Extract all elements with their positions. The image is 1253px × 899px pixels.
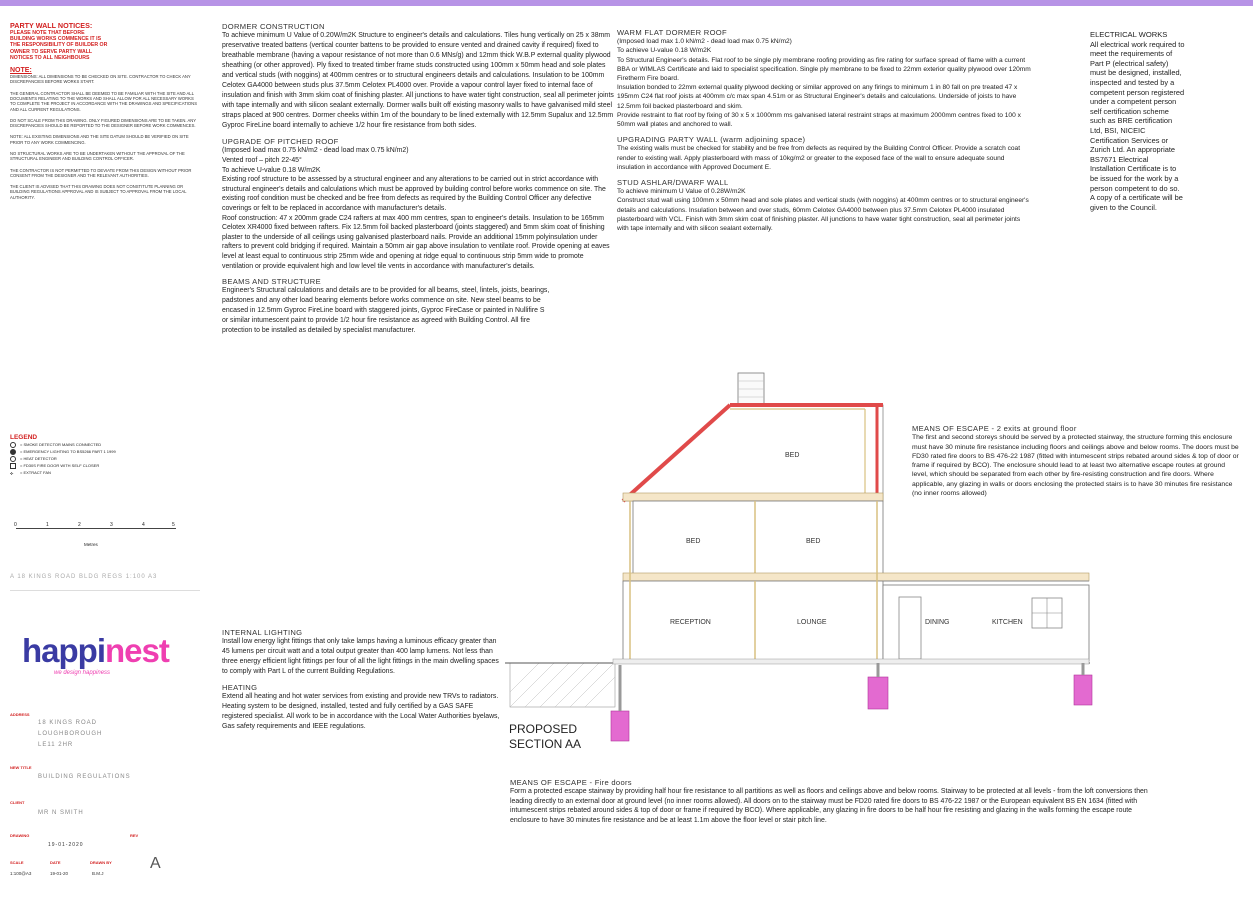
client-value: MR N SMITH: [38, 810, 84, 816]
section-drawing: [505, 365, 1095, 755]
note-7: THE CLIENT IS ADVISED THAT THIS DRAWING DOES NOT CONSTITUTE PLANNING OR BUILDING REGULATIONS APPROVAL AND IS SUBJECT TO APPROVAL FROM THE LOCAL AUTHORITY.: [10, 184, 187, 200]
pitched-roof-body: Existing roof structure to be assessed by a structural engineer and any alterations to be carried out in strict accordance with structural engineer's details and calculations which must be approved by building control before works commence on site. The existing roof condition must be checked and be free from defects as required by the Building Control Officer any defective coverings or felt to be replaced in accordance with manufacturer's details.: [222, 176, 606, 212]
legend-item: = EMERGENCY LIGHTING TO BS5266 PART 1 1999: [10, 448, 116, 455]
party-wall-title: PARTY WALL NOTICES:: [10, 21, 93, 30]
scale-tick: 1: [46, 522, 49, 528]
escape-fire-block: [510, 778, 1150, 832]
scale-bar: [14, 522, 184, 547]
logo-tagline: we design happiness: [54, 670, 111, 676]
spec-column-2: [617, 28, 1032, 239]
legend-item: = FD30S FIRE DOOR WITH SELF CLOSER: [10, 462, 116, 469]
date-value: 19-01-20: [50, 871, 69, 876]
divider: [10, 590, 200, 591]
room-label-bed-right: BED: [806, 538, 821, 545]
note-5: NO STRUCTURAL WORKS ARE TO BE UNDERTAKEN WITHOUT THE APPROVAL OF THE STRUCTURAL ENGINEER AND BUILDING CONTROL OFFICER.: [10, 150, 185, 162]
address-line-3: LE11 2HR: [38, 742, 74, 748]
room-label-dining: DINING: [925, 619, 950, 626]
note-2: THE GENERAL CONTRACTOR SHALL BE DEEMED TO BE FAMILIAR WITH THE SITE AND ALL DOCUMENTS RELATING TO THE WORKS AND SHALL ALLOW FOR ALL NECESSARY WORKS TO COMPLETE THE PROJECT IN ACCORDANCE WITH THE DRAWINGS AND SPECIFICATIONS AND ALL CURRENT REGULATIONS.: [10, 90, 197, 112]
escape-fire-body: Form a protected escape stairway by providing half hour fire resistance to all partitions as well as floors and ceilings above and below rooms. Stairway to be protected at all levels - from the loft conversions then leading directly to an external door at ground level (no inner rooms allowed). All doors on to the stairway must be FD20 rated fire doors to BS 476-22 1987 or the European equivalent BS EN 1634 (fitted with intumescent strips rebated around sides & top of door or frame if required by BCO). Where applicable, any glazing in fire doors to be half hour fire resisting and glazing in the walls forming the escape route enclosure to have 30 minutes fire resistance and be at least 1.1m above the floor level or stair pitch line.: [510, 788, 1148, 824]
emergency-light-icon: [10, 449, 16, 455]
electrical-works: [1090, 30, 1185, 212]
scale-line: [16, 528, 176, 529]
room-label-lounge: LOUNGE: [797, 619, 827, 626]
dormer-heading: DORMER CONSTRUCTION: [222, 22, 325, 31]
first-floor-rooms: [633, 501, 883, 577]
smoke-detector-icon: [10, 442, 16, 448]
warm-roof-line: (Imposed load max 1.0 kN/m2 - dead load max 0.75 kN/m2): [617, 38, 792, 46]
ground-floor-rooms: [623, 581, 883, 663]
roof-space: [623, 405, 883, 501]
lighting-heading: INTERNAL LIGHTING: [222, 628, 303, 637]
second-floor: [623, 493, 883, 501]
legend-title: LEGEND: [10, 434, 38, 441]
warm-roof-heading: WARM FLAT DORMER ROOF: [617, 28, 727, 37]
title-block-summary: A 18 KINGS ROAD BLDG REGS 1:100 A3: [10, 574, 158, 580]
warm-roof-line: To achieve U-value 0.18 W/m2K: [617, 47, 712, 55]
scale-tick: 0: [14, 522, 17, 528]
date-label: DATE: [50, 860, 61, 865]
legend-item: ✣ = EXTRACT FAN: [10, 470, 51, 476]
legend-item: = SMOKE DETECTOR MAINS CONNECTED: [10, 441, 116, 448]
top-accent-bar: [0, 0, 1253, 6]
pitched-roof-line: To achieve U-value 0.18 W/m2K: [222, 166, 321, 174]
beams-body: Engineer's Structural calculations and details are to be provided for all beams, steel, lintels, joists, bearings, padstones and any other load bearing elements before works commence on site. New steel beams to be encased in 12.5mm Gyproc FireLine board with staggered joints, Gyproc FireCase or painted in Nullifire S or similar intumescent paint to provide 1/2 hour fire resistance as agreed with Building Control. All fire protection to be installed as detailed by specialist manufacturer.: [222, 287, 550, 335]
drawing-value: 19-01-2020: [48, 842, 84, 848]
room-label-bed-top: BED: [785, 452, 800, 459]
scale-unit: Metres: [84, 542, 98, 547]
first-floor: [623, 573, 1089, 581]
rear-extension: [883, 585, 1089, 661]
room-label-bed-left: BED: [686, 538, 701, 545]
title-label: NEW TITLE: [10, 765, 32, 770]
note-4: NOTE: ALL EXISTING DIMENSIONS AND THE SITE DATUM SHOULD BE VERIFIED ON SITE PRIOR TO ANY WORK COMMENCING.: [10, 134, 189, 145]
pitched-roof-line: (Imposed load max 0.75 kN/m2 - dead load max 0.75 kN/m2): [222, 147, 409, 155]
note-3: DO NOT SCALE FROM THIS DRAWING. ONLY FIGURED DIMENSIONS ARE TO BE TAKEN. ANY DISCREPANCIES SHOULD BE REPORTED TO THE DESIGNER BEFORE WORK COMMENCES.: [10, 117, 196, 129]
client-label: CLIENT: [10, 800, 25, 805]
heat-detector-icon: [10, 456, 16, 462]
section-title-line-1: PROPOSED: [509, 722, 578, 736]
title-block-sidebar: [10, 22, 200, 892]
lighting-body: Install low energy light fittings that only take lamps having a luminous efficacy greater than 45 lumens per circuit watt and a total output greater than 400 lamp lumens. Not less than three energy efficient light fittings per four of all the light fittings in the main dwelling spaces to comply with Part L of the current Building Regulations.: [222, 638, 499, 676]
note-1: DIMENSIONS: ALL DIMENSIONS TO BE CHECKED ON SITE. CONTRACTOR TO CHECK ANY DISCREPANCIES BEFORE WORKS START.: [10, 74, 191, 85]
warm-roof-body: To Structural Engineer's details. Flat roof to be single ply membrane roofing providing as fire rating for surface spread of flame with a current BBA or WIMLAS Certificate and laid to specialist specification. Single ply membrane to be fixed to 22mm exterior quality plywood over 120mm Firetherm Fire board.: [617, 56, 1031, 83]
stud-wall-line: To achieve minimum U Value of 0.28W/m2K: [617, 188, 746, 196]
stud-wall-heading: STUD ASHLAR/DWARF WALL: [617, 178, 729, 188]
legend: [10, 434, 116, 476]
legend-item: = HEAT DETECTOR: [10, 455, 116, 462]
party-wall-spec-body: The existing walls must be checked for stability and be free from defects as required by the Building Control Officer. Provide a scratch coat render to existing wall. Apply plasterboard with mass of 10kg/m2 or greater to the exposed face of the wall to ensure adequate sound insulation in accordance with Approved Document E.: [617, 145, 1021, 171]
pitched-roof-heading: UPGRADE OF PITCHED ROOF: [222, 137, 339, 147]
room-label-kitchen: KITCHEN: [992, 619, 1023, 626]
party-wall-heading: UPGRADING PARTY WALL (warm adjoining space): [617, 135, 806, 145]
logo-wordmark: happinest: [22, 632, 169, 669]
electrical-body: All electrical work required to meet the requirements of Part P (electrical safety) must be designed, installed, inspected and tested by a competent person registered under a competent person self certification scheme such as BRE certification Ltd, BSI, NICEIC Certification Services or Zurich Ltd. An appropriate BS7671 Electrical Installation Certificate is to be issued for the work by a person competent to do so. A copy of a certificate will be given to the Council.: [1090, 39, 1185, 212]
scale-tick: 4: [142, 522, 145, 528]
scale-value: 1:100@A3: [10, 871, 32, 876]
stud-wall-body: Construct stud wall using 100mm x 50mm head and sole plates and vertical studs (with noggins) at 400mm centres or to structural engineer's details and calculations. Insulation between and over studs, 60mm Celotex GA4000 between plus 37.5mm Celotex PL4000 insulated plasterboard with VCL. Finish with 3mm skim coat of finishing plaster. All junctions to have water tight construction, seal all perimeter joints with tape internally and with silicon sealant externally.: [617, 197, 1029, 233]
company-logo: [22, 632, 169, 676]
foundation-front: [611, 711, 629, 741]
address-line-1: 18 KINGS ROAD: [38, 720, 98, 726]
fire-door-icon: [10, 463, 16, 469]
scale-tick: 3: [110, 522, 113, 528]
pitched-roof-line: Vented roof – pitch 22-45°: [222, 157, 302, 164]
escape-ground-body: The first and second storeys should be served by a protected stairway, the structure forming this enclosure must have 30 minute fire resistance including floors and ceilings above and below rooms. The doors must be FD30 rated fire doors to BS 476-22 1987 (fitted with intumescent strips rebated around sides & top of door or frame if required by BCO). The enclosure should lead to at least two alternative escape routes at ground level, which should be separated from each other by fire-resisting construction and fire doors. Where applicable, any glazing in walls or doors enclosing the protected stairs is to have 30 minutes fire resistance (no inner rooms allowed): [912, 434, 1239, 497]
address-label: ADDRESS: [10, 712, 30, 717]
dormer-body: To achieve minimum U Value of 0.20W/m2K Structure to engineer's details and calculations. Tiles hung vertically on 25 x 38mm preservative treated battens (vertical counter battens to be provided to ensure vented and drained cavity if required) fixed to breathable membrane (having a vapour resistance of not more than 0.6 MNs/g) and 12mm thick W.B.P external quality plywood sheathing (or other approved). Ply fixed to treated timber frame studs constructed using 100mm x 50mm head and sole plates and vertical studs (with noggins) at 400mm centres or to structural engineers details and calculations. Insulation to be 100mm Celotex GA4000 between studs plus 37.5mm Celotex PL4000 over. Provide a vapour control layer fixed to internal face of insulation and finish with 3mm skim coat of finishing plaster. All junctions to have water tight construction, seal all perimeter joints with tape internally and with silicon sealant externally. Dormer walls built off existing masonry walls to have galvanised mild steel straps placed at 900 centres. Dormer cheeks within 1m of the boundary to be lined externally with 12.5mm Supalux and 12.5mm Gyproc FireLine board internally to achieve 1/2 hour fire resistance from both sides.: [222, 32, 614, 130]
warm-roof-body: Provide restraint to flat roof by fixing of 30 x 5 x 1000mm ms galvanised lateral restraint straps at maximum 2000mm centres fixed to 100 x 50mm wall plates and anchored to wall.: [617, 111, 1021, 129]
spec-column-1: [222, 22, 614, 342]
title-value: BUILDING REGULATIONS: [38, 774, 131, 780]
foundation-middle: [868, 677, 888, 709]
pitched-roof-body: Roof construction: 47 x 200mm grade C24 rafters at max 400 mm centres, span to engineer's details. Insulation to be 165mm Celotex XR4000 fixed between rafters. Fix 12.5mm foil backed plasterboard (joints staggered) and 5mm skim coat of finishing plaster to the underside of all ceilings using galvanised plasterboard nails. Provide an additional 15mm polyinsulation under rafters to prevent cold bridging if required. Maintain a 50mm air gap above insulation to ventilate roof. Provide opening at eaves level at least equal to continuous strip 25mm wide and opening at ridge equal to continuous strip 5mm wide to promote ventilation or provide equivalent high and low level tile vents in accordance with manufacturer's details.: [222, 214, 610, 270]
warm-roof-body: Insulation bonded to 22mm external quality plywood decking or similar approved on any firings to minimum 1 in 80 fall on pre treated 47 x 195mm C24 flat roof joists at 400mm c/c max span 4.51m or as Structural Engineer's details and calculations. Underside of joists to have 12.5mm foil backed plasterboard and skim.: [617, 84, 1018, 110]
scale-tick: 2: [78, 522, 81, 528]
rev-label: REV: [130, 833, 139, 838]
note-title: NOTE:: [10, 67, 32, 75]
heating-heading: HEATING: [222, 683, 258, 693]
spec-column-1-lower: [222, 628, 504, 738]
escape-ground-heading: MEANS OF ESCAPE - 2 exits at ground floor: [912, 424, 1077, 433]
drawn-by-value: B.M.J: [92, 871, 104, 876]
extract-fan-icon: ✣: [10, 470, 14, 476]
beams-heading: BEAMS AND STRUCTURE: [222, 277, 321, 287]
heating-body: Extend all heating and hot water services from existing and provide new TRVs to radiators. Heating system to be designed, installed, tested and fully certified by a GAS SAFE registered specialist. All work to be in accordance with the Local Water Authorities byelaws, Gas safety requirements and IEEE regulations.: [222, 693, 500, 731]
section-title-line-2: SECTION AA: [509, 737, 582, 751]
electrical-heading: ELECTRICAL WORKS: [1090, 30, 1168, 39]
party-wall-body: PLEASE NOTE THAT BEFORE BUILDING WORKS COMMENCE IT IS THE RESPONSIBILITY OF BUILDER OR OWNER TO SERVE PARTY WALL NOTICES TO ALL NEIGHBOURS: [10, 30, 108, 61]
rev-value: A: [150, 855, 161, 872]
note-6: THE CONTRACTOR IS NOT PERMITTED TO DEVIATE FROM THIS DESIGN WITHOUT PRIOR CONSENT FROM THE DESIGNER AND THE RELEVANT AUTHORITIES.: [10, 167, 192, 178]
escape-fire-heading: MEANS OF ESCAPE - Fire doors: [510, 778, 632, 787]
drawing-label: DRAWING: [10, 833, 30, 838]
scale-tick: 5: [172, 522, 175, 528]
room-label-reception: RECEPTION: [670, 619, 711, 626]
foundation-rear: [1074, 675, 1092, 705]
address-line-2: LOUGHBOROUGH: [38, 731, 103, 737]
drawn-by-label: DRAWN BY: [90, 860, 112, 865]
scale-label: SCALE: [10, 860, 24, 865]
ground-hatch: [510, 663, 615, 707]
ground-slab: [613, 659, 1089, 664]
